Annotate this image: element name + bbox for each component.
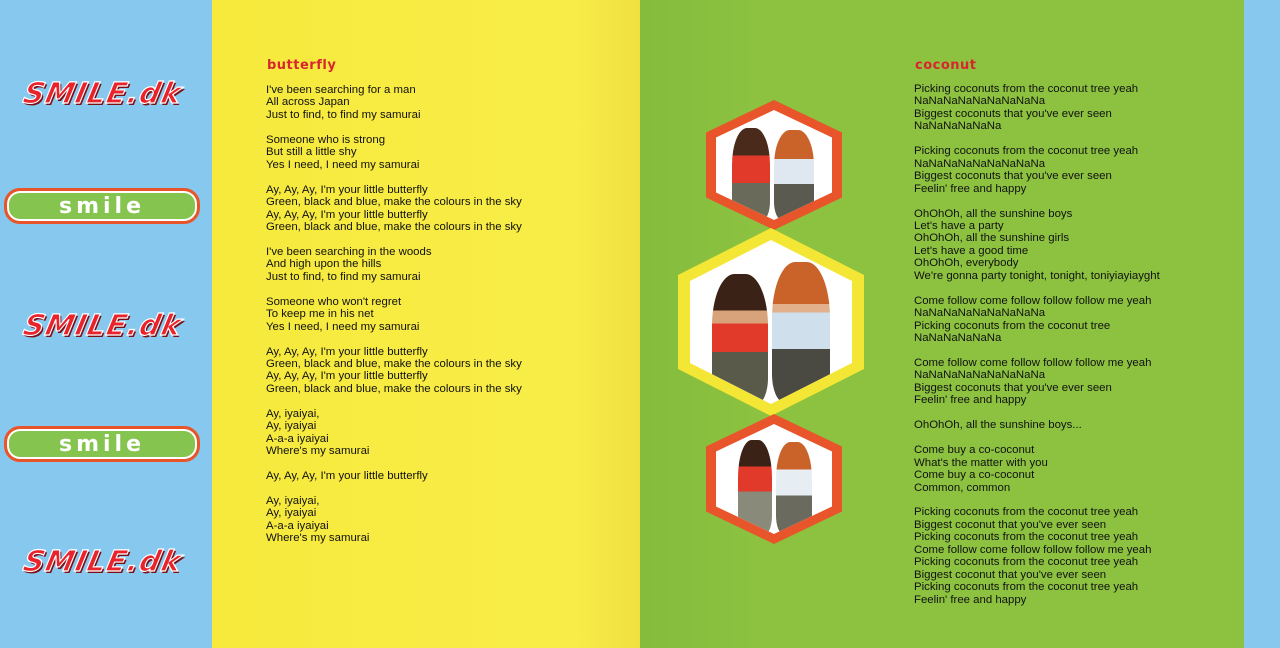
- coconut-lyrics: Picking coconuts from the coconut tree yeah NaNaNaNaNaNaNaNaNa Biggest coconuts that you've ever seen NaNaNaNaNaNa Picking coconuts from the coconut tree yeah NaNaNaNaNaNaNaNaNa Biggest coconuts that you've ever seen Feelin' free and happy OhOhOh, all the sunshine boys Let's have a party OhOhOh, all the sunshine girls Let's have a good time OhOhOh, everybody We're gonna party tonight, tonight, toniyiayiayght Come follow come follow follow follow me yeah NaNaNaNaNaNaNaNaNa Picking coconuts from the coconut tree NaNaNaNaNaNa Come follow come follow follow follow me yeah NaNaNaNaNaNaNaNaNa Biggest coconuts that you've ever seen Feelin' free and happy OhOhOh, all the sunshine boys... Come buy a co-coconut What's the matter with you Come buy a co-coconut Common, common Picking coconuts from the coconut tree yeah Biggest coconut that you've ever seen Picking coconuts from the coconut tree yeah Come follow come follow follow follow me yeah Picking coconuts from the coconut tree yeah Biggest coconut that you've ever seen Picking coconuts from the coconut tree yeah Feelin' free and happy: [914, 83, 1160, 606]
- smile-dk-logo: SMILE.dk: [20, 544, 186, 578]
- smile-pill-logo: smile: [4, 426, 200, 462]
- hexagon-photo-top: [706, 100, 842, 230]
- smile-dk-logo: SMILE.dk: [20, 76, 186, 110]
- butterfly-lyrics: I've been searching for a man All across Japan Just to find, to find my samurai Someone who is strong But still a little shy Yes I need, I need my samurai Ay, Ay, Ay, I'm your little butterfly Green, black and blue, make the colours in the sky Ay, Ay, Ay, I'm your little butterfly Green, black and blue, make the colours in the sky I've been searching in the woods And high upon the hills Just to find, to find my samurai Someone who won't regret To keep me in his net Yes I need, I need my samurai Ay, Ay, Ay, I'm your little butterfly Green, black and blue, make the colours in the sky Ay, Ay, Ay, I'm your little butterfly Green, black and blue, make the colours in the sky Ay, iyaiyai, Ay, iyaiyai A-a-a iyaiyai Where's my samurai Ay, Ay, Ay, I'm your little butterfly Ay, iyaiyai, Ay, iyaiyai A-a-a iyaiyai Where's my samurai: [266, 84, 522, 545]
- butterfly-title: butterfly: [267, 58, 337, 73]
- hexagon-photo-middle: [678, 228, 864, 416]
- coconut-title: coconut: [915, 58, 977, 73]
- smile-pill-logo: smile: [4, 188, 200, 224]
- logo-strip: [0, 0, 212, 648]
- smile-dk-logo: SMILE.dk: [20, 308, 186, 342]
- hexagon-photo-bottom: [706, 414, 842, 544]
- back-edge: [1244, 0, 1280, 648]
